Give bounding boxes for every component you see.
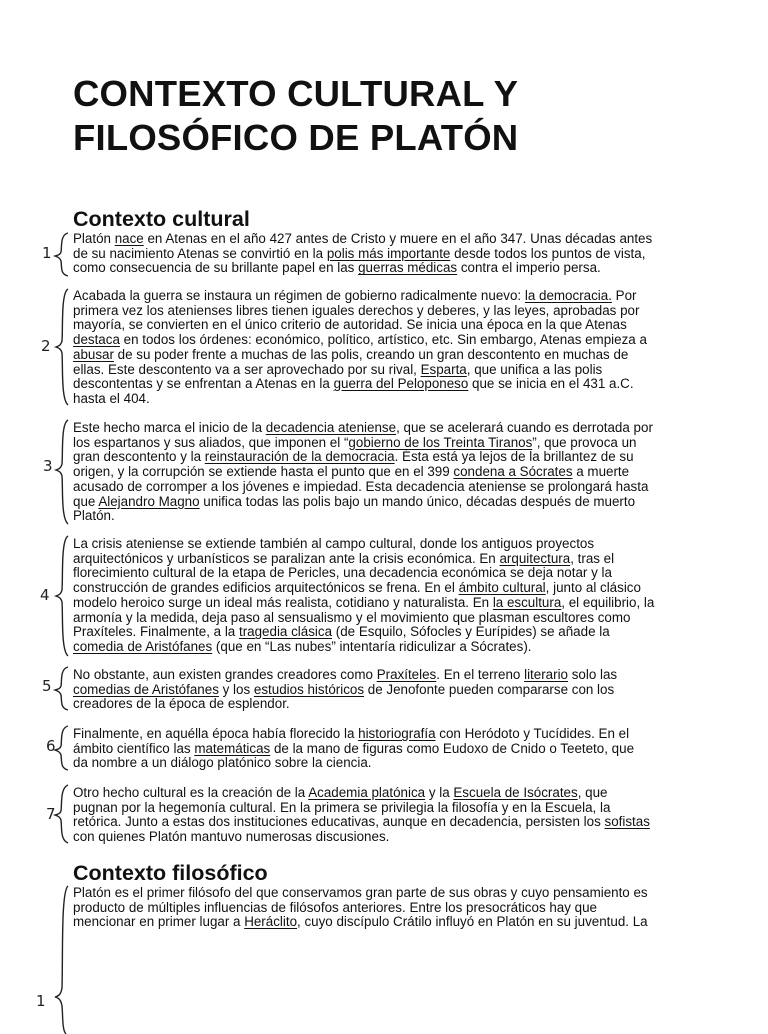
text-run: creadores de la época de esplendor.	[73, 696, 290, 712]
text-line	[73, 304, 703, 319]
text-run: construcción de grandes edificios arquitectónicos se frena. En el	[73, 580, 459, 596]
text-line	[73, 742, 703, 757]
text-run: Platón	[73, 231, 115, 246]
text-run: Praxíteles. Finalmente, a la	[73, 624, 239, 640]
text-run: Platón.	[73, 508, 115, 524]
paragraph	[73, 786, 703, 845]
text-run: arquitectónicos y urbanísticos se paralizan ante la crisis económica. En	[73, 550, 500, 566]
text-run: , que unifica a las polis	[466, 361, 603, 377]
text-line	[73, 611, 703, 626]
text-line	[73, 596, 703, 611]
underlined-term: Alejandro Magno	[98, 493, 200, 509]
text-run: mencionar en primer lugar a	[73, 914, 245, 930]
brace-icon	[28, 724, 72, 772]
brace-icon	[28, 783, 72, 845]
text-run: armonía y la medida, deja paso al sensualismo y el movimiento que plasman escultores como	[73, 609, 631, 625]
text-run: con Heródoto y Tucídides. En el	[435, 726, 630, 741]
text-run: florecimiento cultural de la etapa de Pericles, una decadencia económica se deja notar y la	[73, 565, 612, 581]
underlined-term: comedia de Aristófanes	[73, 638, 213, 654]
text-line	[73, 450, 703, 465]
underlined-term: la democracia.	[524, 288, 612, 303]
text-run: primera vez los atenienses libres tienen iguales derechos y deberes, y las leyes, aprobadas por	[73, 302, 640, 318]
text-run: Por	[611, 288, 637, 303]
text-run: que se inicia en el 431 a.C.	[468, 376, 634, 392]
annotation-number: 5	[42, 677, 52, 695]
text-run: y la	[425, 785, 454, 800]
paragraph	[73, 668, 703, 712]
text-run: que	[73, 493, 99, 509]
text-line	[73, 915, 703, 930]
annotation-bracket	[28, 231, 72, 277]
text-run: ellas. Este descontento va a ser aprovechado por su rival,	[73, 361, 421, 377]
underlined-term: condena a Sócrates	[453, 464, 573, 480]
title-line: CONTEXTO CULTURAL Y	[73, 73, 519, 114]
text-run: de su poder frente a muchas de las polis, creando un gran descontento en muchas de	[113, 346, 629, 362]
text-line	[73, 333, 703, 348]
text-run: gran descontento y la	[73, 449, 205, 465]
annotation-bracket	[28, 287, 72, 407]
text-run: , el equilibrio, la	[561, 594, 655, 610]
annotation-bracket	[28, 534, 72, 658]
text-line	[73, 509, 703, 524]
annotation-bracket	[28, 418, 72, 526]
text-line	[73, 625, 703, 640]
text-run: , cuyo discípulo Crátilo influyó en Platón en su juventud. La	[297, 914, 648, 930]
text-run: (que en “Las nubes” intentaría ridiculizar a Sócrates).	[212, 638, 532, 654]
text-line	[73, 756, 703, 771]
text-run: los espartanos y sus aliados, que imponen el “	[73, 434, 349, 450]
text-run: . En el terreno	[436, 667, 525, 682]
text-line	[73, 552, 703, 567]
text-line	[73, 683, 703, 698]
text-run: acusado de corromper a los jóvenes e impiedad. Esta decadencia ateniense se prolongará hasta	[73, 478, 649, 494]
text-run: . Ésta está ya lejos de la brillantez de su	[394, 449, 634, 465]
text-run: La crisis ateniense se extiende también al campo cultural, donde los antiguos proyectos	[73, 536, 595, 551]
page-title	[73, 72, 733, 160]
underlined-term: guerras médicas	[358, 260, 458, 276]
text-run: con quienes Platón mantuvo numerosas discusiones.	[73, 829, 390, 845]
annotation-bracket	[28, 724, 72, 772]
underlined-term: Heráclito	[244, 914, 298, 930]
underlined-term: Praxíteles	[376, 667, 437, 682]
text-line	[73, 830, 703, 845]
text-run: ”, que provoca un	[532, 434, 637, 450]
text-run: , tras el	[570, 550, 615, 566]
brace-icon	[28, 665, 72, 711]
text-line	[73, 697, 703, 712]
text-run: unifica todas las polis bajo un mando único, décadas después de muerto	[199, 493, 636, 509]
text-run: como consecuencia de su brillante papel en las	[73, 260, 359, 276]
text-line	[73, 495, 703, 510]
underlined-term: guerra del Peloponeso	[333, 376, 469, 392]
text-run: retórica. Junto a estas dos instituciones educativas, aunque en decadencia, persisten los	[73, 814, 605, 830]
text-line	[73, 480, 703, 495]
text-run: No obstante, aun existen grandes creadores como	[73, 667, 377, 682]
text-line	[73, 815, 703, 830]
underlined-term: estudios históricos	[253, 681, 365, 697]
section-heading-cultural: Contexto cultural	[73, 207, 250, 231]
underlined-term: tragedia clásica	[238, 624, 333, 640]
text-line	[73, 247, 703, 262]
underlined-term: ámbito cultural	[458, 580, 546, 596]
text-run: y los	[218, 681, 254, 697]
text-run: Otro hecho cultural es la creación de la	[73, 785, 309, 800]
text-line	[73, 886, 703, 901]
text-run: de su nacimiento Atenas se convirtió en la	[73, 245, 327, 261]
text-run: a muerte	[572, 464, 630, 480]
paragraph	[73, 886, 703, 930]
text-line	[73, 581, 703, 596]
underlined-term: Academia platónica	[308, 785, 426, 800]
underlined-term: matemáticas	[194, 740, 271, 756]
brace-icon	[28, 287, 72, 407]
text-line	[73, 363, 703, 378]
underlined-term: abusar	[73, 346, 114, 362]
underlined-term: literario	[524, 667, 568, 682]
text-line	[73, 786, 703, 801]
text-run: hasta el 404.	[73, 390, 150, 406]
text-line	[73, 436, 703, 451]
text-line	[73, 640, 703, 655]
text-run: , junto al clásico	[545, 580, 641, 596]
paragraph	[73, 421, 703, 524]
annotation-number: 1	[42, 244, 52, 262]
section-heading-philosophical: Contexto filosófico	[73, 861, 268, 885]
annotation-number: 4	[40, 586, 50, 604]
brace-icon	[28, 884, 72, 1034]
annotation-bracket	[28, 665, 72, 711]
annotation-number: 1	[36, 992, 46, 1010]
text-run: pugnan por la hegemonía cultural. En la primera se privilegia la filosofía y en la Escuela, la	[73, 799, 611, 815]
text-line	[73, 465, 703, 480]
brace-icon	[28, 231, 72, 277]
underlined-term: nace	[114, 231, 144, 246]
underlined-term: Esparta	[420, 361, 467, 377]
paragraph	[73, 537, 703, 655]
text-run: contra el imperio persa.	[457, 260, 601, 276]
text-line	[73, 318, 703, 333]
paragraph	[73, 727, 703, 771]
underlined-term: sofistas	[604, 814, 650, 830]
text-run: Platón es el primer filósofo del que conservamos gran parte de sus obras y cuyo pensamiento es	[73, 885, 648, 900]
text-run: Este hecho marca el inicio de la	[73, 420, 266, 435]
text-line	[73, 348, 703, 363]
underlined-term: Escuela de Isócrates	[453, 785, 578, 800]
text-line	[73, 901, 703, 916]
text-line	[73, 801, 703, 816]
text-run: desde todos los puntos de vista,	[450, 245, 646, 261]
annotation-number: 6	[46, 737, 56, 755]
text-line	[73, 289, 703, 304]
underlined-term: reinstauración de la democracia	[204, 449, 395, 465]
underlined-term: comedias de Aristófanes	[73, 681, 219, 697]
annotation-number: 2	[41, 337, 51, 355]
text-run: en Atenas en el año 427 antes de Cristo y muere en el año 347. Unas décadas antes	[143, 231, 653, 246]
annotation-bracket	[28, 783, 72, 845]
text-run: Finalmente, en aquélla época había florecido la	[73, 726, 359, 741]
text-line	[73, 727, 703, 742]
text-run: mayoría, se convierten en el único criterio de autoridad. Se inicia una época en la que Atenas	[73, 317, 627, 333]
text-run: (de Esquilo, Sófocles y Eurípides) se añade la	[332, 624, 610, 640]
text-line	[73, 566, 703, 581]
text-line	[73, 232, 703, 247]
text-run: de Jenofonte pueden compararse con los	[364, 681, 615, 697]
text-run: modelo heroico surge un ideal más realista, cotidiano y naturalista. En	[73, 594, 493, 610]
text-run: , que	[577, 785, 608, 800]
text-run: solo las	[568, 667, 618, 682]
text-run: , que se acelerará cuando es derrotada por	[396, 420, 653, 435]
underlined-term: historiografía	[358, 726, 436, 741]
text-run: origen, y la corrupción se extiende hasta el punto que en el 399	[73, 464, 454, 480]
text-run: producto de múltiples influencias de filósofos anteriores. Entre los presocráticos hay que	[73, 899, 598, 915]
paragraph	[73, 289, 703, 407]
text-run: de la mano de figuras como Eudoxo de Cnido o Teeteto, que	[270, 740, 635, 756]
paragraph	[73, 232, 703, 276]
text-line	[73, 377, 703, 392]
text-line	[73, 421, 703, 436]
text-run: da nombre a un diálogo platónico sobre la ciencia.	[73, 755, 372, 771]
underlined-term: gobierno de los Treinta Tiranos	[348, 434, 533, 450]
text-run: ámbito científico las	[73, 740, 195, 756]
annotation-bracket	[28, 884, 72, 1024]
brace-icon	[28, 418, 72, 526]
annotation-number: 7	[46, 805, 56, 823]
underlined-term: polis más importante	[326, 245, 451, 261]
text-line	[73, 537, 703, 552]
underlined-term: arquitectura	[499, 550, 571, 566]
text-line	[73, 261, 703, 276]
title-line: FILOSÓFICO DE PLATÓN	[73, 117, 519, 158]
text-run: descontentas y se enfrentan a Atenas en la	[73, 376, 334, 392]
underlined-term: destaca	[73, 332, 120, 348]
text-run: Acabada la guerra se instaura un régimen de gobierno radicalmente nuevo:	[73, 288, 525, 303]
underlined-term: decadencia ateniense	[265, 420, 397, 435]
brace-icon	[28, 534, 72, 658]
annotation-number: 3	[43, 457, 53, 475]
text-line	[73, 668, 703, 683]
text-line	[73, 392, 703, 407]
text-run: en todos los órdenes: económico, político, artístico, etc. Sin embargo, Atenas empieza a	[119, 332, 647, 348]
underlined-term: la escultura	[492, 594, 562, 610]
